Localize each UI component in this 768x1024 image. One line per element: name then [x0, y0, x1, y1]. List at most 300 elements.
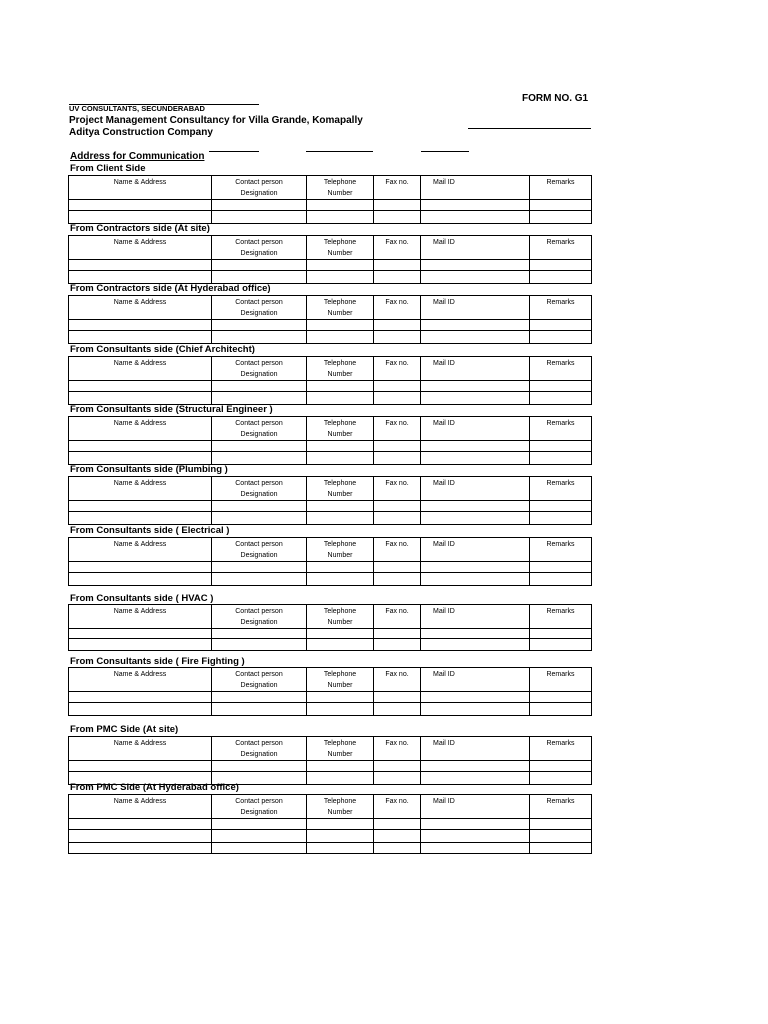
blank-cell[interactable] [374, 320, 421, 331]
header-label: Designation [240, 491, 278, 498]
blank-cell[interactable] [421, 692, 530, 703]
section-title: From Consultants side ( Electrical ) [70, 525, 230, 536]
blank-cell[interactable] [69, 703, 212, 716]
header-mail-id [421, 357, 530, 381]
blank-cell[interactable] [212, 320, 307, 331]
header-label: Fax no. [385, 420, 409, 427]
table-row [69, 331, 592, 344]
blank-cell[interactable] [307, 830, 374, 843]
blank-cell[interactable] [530, 639, 592, 651]
header-label: Name & Address [113, 608, 167, 615]
blank-cell[interactable] [307, 211, 374, 224]
header-fax [374, 236, 421, 260]
address-section-title: Address for Communication [70, 151, 205, 162]
header-remarks [530, 605, 592, 629]
header-fax [374, 605, 421, 629]
header-mail-id [421, 417, 530, 441]
blank-cell[interactable] [212, 260, 307, 271]
blank-cell[interactable] [374, 830, 421, 843]
blank-cell[interactable] [421, 830, 530, 843]
table-row [69, 501, 592, 512]
header-name-address [69, 296, 212, 320]
blank-line [306, 151, 373, 152]
blank-cell[interactable] [212, 830, 307, 843]
blank-cell[interactable] [212, 200, 307, 211]
header-label: Number [327, 751, 353, 758]
blank-cell[interactable] [530, 392, 592, 405]
blank-cell[interactable] [374, 381, 421, 392]
blank-cell[interactable] [421, 703, 530, 716]
blank-cell[interactable] [307, 260, 374, 271]
blank-cell[interactable] [69, 843, 212, 854]
header-mail-id [421, 477, 530, 501]
header-label: Telephone [323, 541, 357, 548]
header-label: Designation [240, 310, 278, 317]
header-telephone [307, 668, 374, 692]
blank-cell[interactable] [421, 211, 530, 224]
blank-cell[interactable] [69, 692, 212, 703]
header-fax [374, 296, 421, 320]
blank-cell[interactable] [374, 452, 421, 465]
blank-cell[interactable] [530, 703, 592, 716]
contact-table [68, 416, 592, 465]
header-label: Mail ID [433, 420, 455, 427]
header-mail-id [421, 737, 530, 761]
blank-cell[interactable] [69, 381, 212, 392]
blank-cell[interactable] [69, 260, 212, 271]
blank-cell[interactable] [69, 392, 212, 405]
header-label: Contact person [235, 239, 283, 246]
blank-cell[interactable] [421, 331, 530, 344]
header-contact-person [212, 605, 307, 629]
header-label: Number [327, 310, 353, 317]
blank-cell[interactable] [307, 271, 374, 284]
blank-cell[interactable] [307, 452, 374, 465]
header-contact-person [212, 737, 307, 761]
blank-cell[interactable] [69, 271, 212, 284]
blank-cell[interactable] [421, 200, 530, 211]
blank-cell[interactable] [212, 843, 307, 854]
blank-cell[interactable] [307, 819, 374, 830]
header-label: Remarks [546, 541, 575, 548]
table-row [69, 200, 592, 211]
contact-table [68, 295, 592, 344]
blank-cell[interactable] [212, 381, 307, 392]
blank-line [209, 151, 259, 152]
header-label: Name & Address [113, 179, 167, 186]
blank-cell[interactable] [69, 331, 212, 344]
table-row [69, 452, 592, 465]
header-label: Designation [240, 371, 278, 378]
blank-cell[interactable] [530, 501, 592, 512]
header-label: Number [327, 431, 353, 438]
blank-cell[interactable] [530, 441, 592, 452]
blank-cell[interactable] [69, 512, 212, 525]
blank-cell[interactable] [212, 639, 307, 651]
blank-cell[interactable] [530, 843, 592, 854]
blank-cell[interactable] [307, 703, 374, 716]
blank-cell[interactable] [212, 819, 307, 830]
header-label: Fax no. [385, 740, 409, 747]
blank-cell[interactable] [421, 381, 530, 392]
blank-cell[interactable] [69, 819, 212, 830]
blank-cell[interactable] [530, 629, 592, 639]
blank-cell[interactable] [374, 761, 421, 772]
header-mail-id [421, 668, 530, 692]
blank-cell[interactable] [69, 200, 212, 211]
header-label: Fax no. [385, 480, 409, 487]
blank-cell[interactable] [212, 703, 307, 716]
blank-cell[interactable] [530, 772, 592, 785]
header-name-address [69, 417, 212, 441]
table-row [69, 830, 592, 843]
blank-cell[interactable] [421, 452, 530, 465]
blank-cell[interactable] [69, 830, 212, 843]
blank-cell[interactable] [530, 331, 592, 344]
header-label: Mail ID [433, 299, 455, 306]
blank-cell[interactable] [307, 639, 374, 651]
header-label: Contact person [235, 798, 283, 805]
table-row [69, 211, 592, 224]
header-label: Mail ID [433, 480, 455, 487]
contact-table [68, 356, 592, 405]
table-row [69, 320, 592, 331]
table-row [69, 639, 592, 651]
contact-table [68, 175, 592, 224]
header-remarks [530, 477, 592, 501]
blank-cell[interactable] [307, 843, 374, 854]
blank-cell[interactable] [421, 772, 530, 785]
header-fax [374, 176, 421, 200]
blank-cell[interactable] [530, 830, 592, 843]
blank-cell[interactable] [374, 392, 421, 405]
blank-cell[interactable] [421, 260, 530, 271]
header-label: Designation [240, 552, 278, 559]
header-label: Contact person [235, 740, 283, 747]
blank-cell[interactable] [69, 761, 212, 772]
blank-cell[interactable] [374, 260, 421, 271]
header-label: Remarks [546, 608, 575, 615]
contact-table [68, 667, 592, 716]
header-label: Remarks [546, 420, 575, 427]
header-remarks [530, 236, 592, 260]
blank-cell[interactable] [212, 629, 307, 639]
table-header-row [69, 236, 592, 260]
blank-cell[interactable] [374, 512, 421, 525]
header-telephone [307, 296, 374, 320]
blank-cell[interactable] [530, 573, 592, 586]
section-title: From Consultants side ( HVAC ) [70, 593, 214, 604]
section-title: From Consultants side ( Fire Fighting ) [70, 656, 245, 667]
header-contact-person [212, 357, 307, 381]
blank-cell[interactable] [212, 562, 307, 573]
blank-cell[interactable] [530, 211, 592, 224]
blank-cell[interactable] [421, 392, 530, 405]
blank-cell[interactable] [212, 331, 307, 344]
blank-cell[interactable] [374, 271, 421, 284]
header-telephone [307, 795, 374, 819]
header-label: Number [327, 250, 353, 257]
header-label: Number [327, 619, 353, 626]
blank-cell[interactable] [374, 562, 421, 573]
header-telephone [307, 477, 374, 501]
blank-cell[interactable] [69, 562, 212, 573]
header-name-address [69, 357, 212, 381]
blank-cell[interactable] [374, 692, 421, 703]
header-label: Mail ID [433, 798, 455, 805]
table-header-row [69, 296, 592, 320]
blank-cell[interactable] [212, 512, 307, 525]
blank-cell[interactable] [307, 772, 374, 785]
blank-cell[interactable] [374, 200, 421, 211]
section-title: From Contractors side (At Hyderabad office) [70, 283, 271, 294]
blank-cell[interactable] [374, 639, 421, 651]
header-label: Contact person [235, 541, 283, 548]
table-row [69, 381, 592, 392]
blank-cell[interactable] [307, 392, 374, 405]
blank-cell[interactable] [421, 819, 530, 830]
blank-cell[interactable] [307, 331, 374, 344]
blank-cell[interactable] [374, 331, 421, 344]
section-title: From Contractors side (At site) [70, 223, 210, 234]
blank-cell[interactable] [307, 320, 374, 331]
blank-cell[interactable] [212, 271, 307, 284]
header-label: Remarks [546, 671, 575, 678]
blank-cell[interactable] [421, 320, 530, 331]
header-contact-person [212, 668, 307, 692]
header-contact-person [212, 176, 307, 200]
header-fax [374, 477, 421, 501]
header-fax [374, 737, 421, 761]
table-header-row [69, 538, 592, 562]
blank-cell[interactable] [421, 512, 530, 525]
header-label: Remarks [546, 299, 575, 306]
blank-cell[interactable] [69, 320, 212, 331]
header-label: Name & Address [113, 480, 167, 487]
blank-cell[interactable] [530, 562, 592, 573]
blank-cell[interactable] [69, 452, 212, 465]
header-label: Mail ID [433, 360, 455, 367]
header-fax [374, 538, 421, 562]
blank-cell[interactable] [69, 501, 212, 512]
blank-cell[interactable] [421, 639, 530, 651]
blank-cell[interactable] [69, 441, 212, 452]
header-fax [374, 795, 421, 819]
header-label: Telephone [323, 798, 357, 805]
contact-table [68, 235, 592, 284]
blank-cell[interactable] [307, 200, 374, 211]
blank-cell[interactable] [212, 441, 307, 452]
header-remarks [530, 538, 592, 562]
blank-cell[interactable] [307, 562, 374, 573]
section-title: From Client Side [70, 163, 146, 174]
header-label: Remarks [546, 239, 575, 246]
header-fax [374, 417, 421, 441]
blank-cell[interactable] [307, 441, 374, 452]
header-remarks [530, 668, 592, 692]
blank-cell[interactable] [307, 761, 374, 772]
header-label: Fax no. [385, 360, 409, 367]
header-mail-id [421, 176, 530, 200]
blank-cell[interactable] [69, 629, 212, 639]
header-label: Mail ID [433, 239, 455, 246]
blank-cell[interactable] [421, 562, 530, 573]
blank-cell[interactable] [530, 692, 592, 703]
header-label: Mail ID [433, 740, 455, 747]
header-label: Number [327, 190, 353, 197]
blank-cell[interactable] [69, 639, 212, 651]
header-label: Telephone [323, 239, 357, 246]
blank-cell[interactable] [530, 271, 592, 284]
contact-table [68, 476, 592, 525]
header-label: Fax no. [385, 671, 409, 678]
table-row [69, 692, 592, 703]
header-name-address [69, 668, 212, 692]
blank-cell[interactable] [307, 629, 374, 639]
blank-cell[interactable] [69, 211, 212, 224]
project-title: Project Management Consultancy for Villa Grande, Komapally [69, 115, 363, 126]
blank-cell[interactable] [307, 512, 374, 525]
blank-cell[interactable] [374, 211, 421, 224]
blank-cell[interactable] [530, 200, 592, 211]
header-mail-id [421, 236, 530, 260]
blank-cell[interactable] [421, 271, 530, 284]
header-label: Name & Address [113, 541, 167, 548]
blank-cell[interactable] [212, 392, 307, 405]
blank-cell[interactable] [530, 452, 592, 465]
header-telephone [307, 357, 374, 381]
section-title: From Consultants side (Structural Engineer ) [70, 404, 273, 415]
blank-cell[interactable] [421, 629, 530, 639]
header-telephone [307, 417, 374, 441]
blank-cell[interactable] [530, 819, 592, 830]
header-label: Name & Address [113, 299, 167, 306]
table-row [69, 629, 592, 639]
header-label: Contact person [235, 480, 283, 487]
header-label: Telephone [323, 480, 357, 487]
blank-cell[interactable] [374, 501, 421, 512]
header-label: Remarks [546, 740, 575, 747]
blank-cell[interactable] [212, 452, 307, 465]
form-number: FORM NO. G1 [522, 93, 589, 104]
header-label: Fax no. [385, 299, 409, 306]
blank-cell[interactable] [212, 573, 307, 586]
header-label: Fax no. [385, 239, 409, 246]
blank-cell[interactable] [421, 761, 530, 772]
header-contact-person [212, 296, 307, 320]
table-header-row [69, 795, 592, 819]
contact-table [68, 736, 592, 785]
blank-cell[interactable] [374, 843, 421, 854]
header-telephone [307, 737, 374, 761]
header-label: Telephone [323, 299, 357, 306]
blank-cell[interactable] [307, 381, 374, 392]
table-row [69, 260, 592, 271]
blank-cell[interactable] [307, 573, 374, 586]
header-name-address [69, 176, 212, 200]
header-fax [374, 357, 421, 381]
header-label: Designation [240, 682, 278, 689]
blank-cell[interactable] [212, 211, 307, 224]
table-row [69, 271, 592, 284]
header-telephone [307, 236, 374, 260]
blank-cell[interactable] [374, 819, 421, 830]
blank-cell[interactable] [374, 573, 421, 586]
header-label: Designation [240, 751, 278, 758]
section-title: From PMC Side (At site) [70, 724, 179, 735]
header-remarks [530, 176, 592, 200]
header-label: Designation [240, 431, 278, 438]
header-name-address [69, 538, 212, 562]
blank-cell[interactable] [530, 381, 592, 392]
table-header-row [69, 737, 592, 761]
blank-cell[interactable] [421, 843, 530, 854]
company-name: Aditya Construction Company [69, 127, 213, 138]
header-mail-id [421, 795, 530, 819]
header-label: Telephone [323, 608, 357, 615]
header-telephone [307, 605, 374, 629]
header-label: Name & Address [113, 740, 167, 747]
header-label: Remarks [546, 798, 575, 805]
header-telephone [307, 176, 374, 200]
blank-cell[interactable] [421, 501, 530, 512]
blank-cell[interactable] [212, 692, 307, 703]
header-label: Mail ID [433, 179, 455, 186]
header-label: Fax no. [385, 798, 409, 805]
table-row [69, 819, 592, 830]
blank-cell[interactable] [69, 573, 212, 586]
blank-cell[interactable] [374, 629, 421, 639]
header-name-address [69, 737, 212, 761]
contact-table [68, 604, 592, 651]
table-row [69, 562, 592, 573]
blank-cell[interactable] [421, 573, 530, 586]
header-label: Remarks [546, 179, 575, 186]
header-label: Contact person [235, 299, 283, 306]
header-remarks [530, 357, 592, 381]
header-label: Fax no. [385, 179, 409, 186]
table-header-row [69, 176, 592, 200]
blank-cell[interactable] [374, 441, 421, 452]
blank-cell[interactable] [307, 692, 374, 703]
blank-cell[interactable] [421, 441, 530, 452]
blank-cell[interactable] [530, 260, 592, 271]
blank-cell[interactable] [530, 761, 592, 772]
header-label: Telephone [323, 179, 357, 186]
header-label: Mail ID [433, 541, 455, 548]
org-underline [69, 104, 259, 105]
header-label: Designation [240, 809, 278, 816]
blank-cell[interactable] [212, 501, 307, 512]
header-contact-person [212, 417, 307, 441]
blank-cell[interactable] [212, 761, 307, 772]
header-label: Mail ID [433, 608, 455, 615]
blank-cell[interactable] [374, 703, 421, 716]
blank-cell[interactable] [374, 772, 421, 785]
header-name-address [69, 605, 212, 629]
header-label: Name & Address [113, 239, 167, 246]
header-mail-id [421, 605, 530, 629]
header-label: Number [327, 682, 353, 689]
organization-name: UV CONSULTANTS, SECUNDERABAD [69, 104, 205, 113]
table-header-row [69, 417, 592, 441]
blank-cell[interactable] [530, 320, 592, 331]
header-label: Fax no. [385, 541, 409, 548]
blank-cell[interactable] [307, 501, 374, 512]
section-title: From Consultants side (Plumbing ) [70, 464, 228, 475]
header-fax [374, 668, 421, 692]
blank-cell[interactable] [530, 512, 592, 525]
